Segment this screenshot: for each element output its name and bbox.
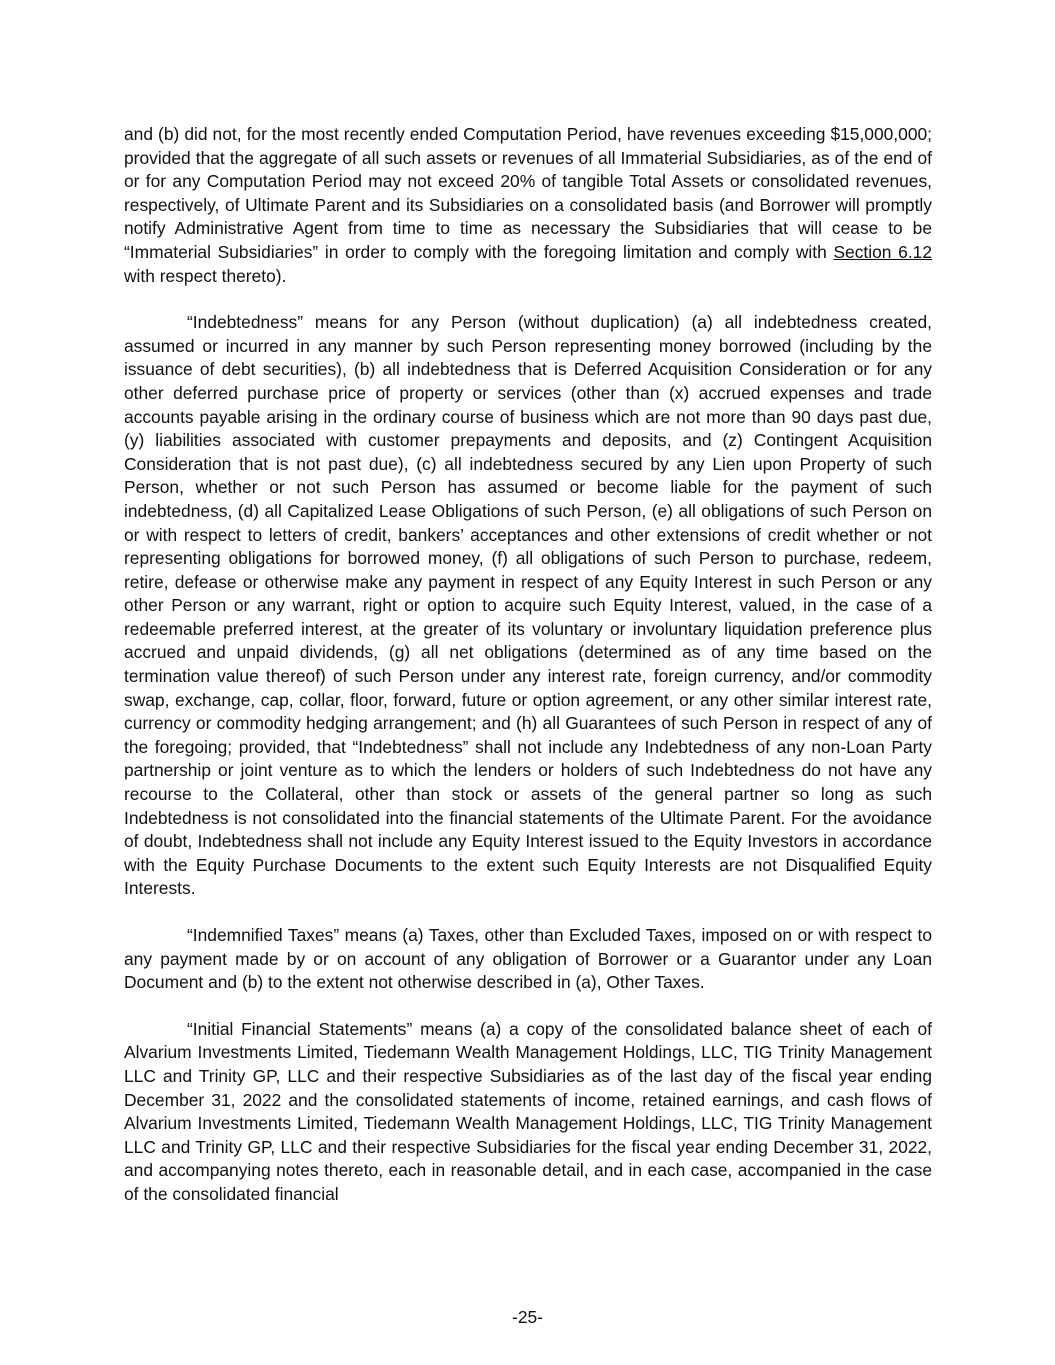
paragraph-immaterial-subsidiaries-continuation bbox=[124, 123, 932, 288]
paragraph-text: and (b) did not, for the most recently ended Computation Period, have revenues exceeding $15,000,000; provided that the aggregate of all such assets or revenues of all Immaterial Subsidiaries, as of the end of or for any Computation Period may not exceed 20% of tangible Total Assets or consolidated revenues, respectively, of Ultimate Parent and its Subsidiaries on a consolidated basis (and Borrower will promptly notify Administrative Agent from time to time as necessary the Subsidiaries that will cease to be “Immaterial Subsidiaries” in order to comply with the foregoing limitation and comply with bbox=[124, 124, 932, 262]
definition-indebtedness bbox=[124, 311, 932, 901]
definition-indemnified-taxes bbox=[124, 924, 932, 995]
defined-term: “Initial Financial Statements” bbox=[187, 1018, 413, 1039]
definition-text: means for any Person (without duplication) (a) all indebtedness created, assumed or incurred in any manner by such Person representing money borrowed (including by the issuance of debt securities), (b) all indebtedness that is Deferred Acquisition Consideration or for any other deferred purchase price of property or services (other than (x) accrued expenses and trade accounts payable arising in the ordinary course of business which are not more than 90 days past due, (y) liabilities associated with customer prepayments and deposits, and (z) Contingent Acquisition Consideration that is not past due), (c) all indebtedness secured by any Lien upon Property of such Person, whether or not such Person has assumed or become liable for the payment of such indebtedness, (d) all Capitalized Lease Obligations of such Person, (e) all obligations of such Person on or with respect to letters of credit, bankers’ acceptances and other extensions of credit whether or not representing obligations for borrowed money, (f) all obligations of such Person to purchase, redeem, retire, defease or otherwise make any payment in respect of any Equity Interest in such Person or any other Person or any warrant, right or option to acquire such Equity Interest, valued, in the case of a redeemable preferred interest, at the greater of its voluntary or involuntary liquidation preference plus accrued and unpaid dividends, (g) all net obligations (determined as of any time based on the termination value thereof) of such Person under any interest rate, foreign currency, and/or commodity swap, exchange, cap, collar, floor, forward, future or option agreement, or any other similar interest rate, currency or commodity hedging arrangement; and (h) all Guarantees of such Person in respect of any of the foregoing; provided, that “Indebtedness” shall not include any Indebtedness of any non-Loan Party partnership or joint venture as to which the lenders or holders of such Indebtedness do not have any recourse to the Collateral, other than stock or assets of the general partner so long as such Indebtedness is not consolidated into the financial statements of the Ultimate Parent. For the avoidance of doubt, Indebtedness shall not include any Equity Interest issued to the Equity Investors in accordance with the Equity Purchase Documents to the extent such Equity Interests are not Disqualified Equity Interests. bbox=[124, 312, 932, 899]
definition-text: means (a) Taxes, other than Excluded Taxes, imposed on or with respect to any payment made by or on account of any obligation of Borrower or a Guarantor under any Loan Document and (b) to the extent not otherwise described in (a), Other Taxes. bbox=[124, 925, 932, 993]
page-number: -25- bbox=[512, 1307, 543, 1327]
section-reference-link[interactable]: Section 6.12 bbox=[833, 241, 932, 262]
paragraph-text-tail: with respect thereto). bbox=[124, 265, 287, 286]
definition-text: means (a) a copy of the consolidated balance sheet of each of Alvarium Investments Limited, Tiedemann Wealth Management Holdings, LLC, TIG Trinity Management LLC and Trinity GP, LLC and their respective Subsidiaries as of the last day of the fiscal year ending December 31, 2022 and the consolidated statements of income, retained earnings, and cash flows of Alvarium Investments Limited, Tiedemann Wealth Management Holdings, LLC, TIG Trinity Management LLC and Trinity GP, LLC and their respective Subsidiaries for the fiscal year ending December 31, 2022, and accompanying notes thereto, each in reasonable detail, and in each case, accompanied in the case of the consolidated financial bbox=[124, 1018, 932, 1204]
defined-term: “Indebtedness” bbox=[187, 312, 304, 333]
document-body bbox=[124, 123, 932, 1230]
definition-initial-financial-statements bbox=[124, 1018, 932, 1207]
defined-term: “Indemnified Taxes” bbox=[187, 925, 340, 945]
